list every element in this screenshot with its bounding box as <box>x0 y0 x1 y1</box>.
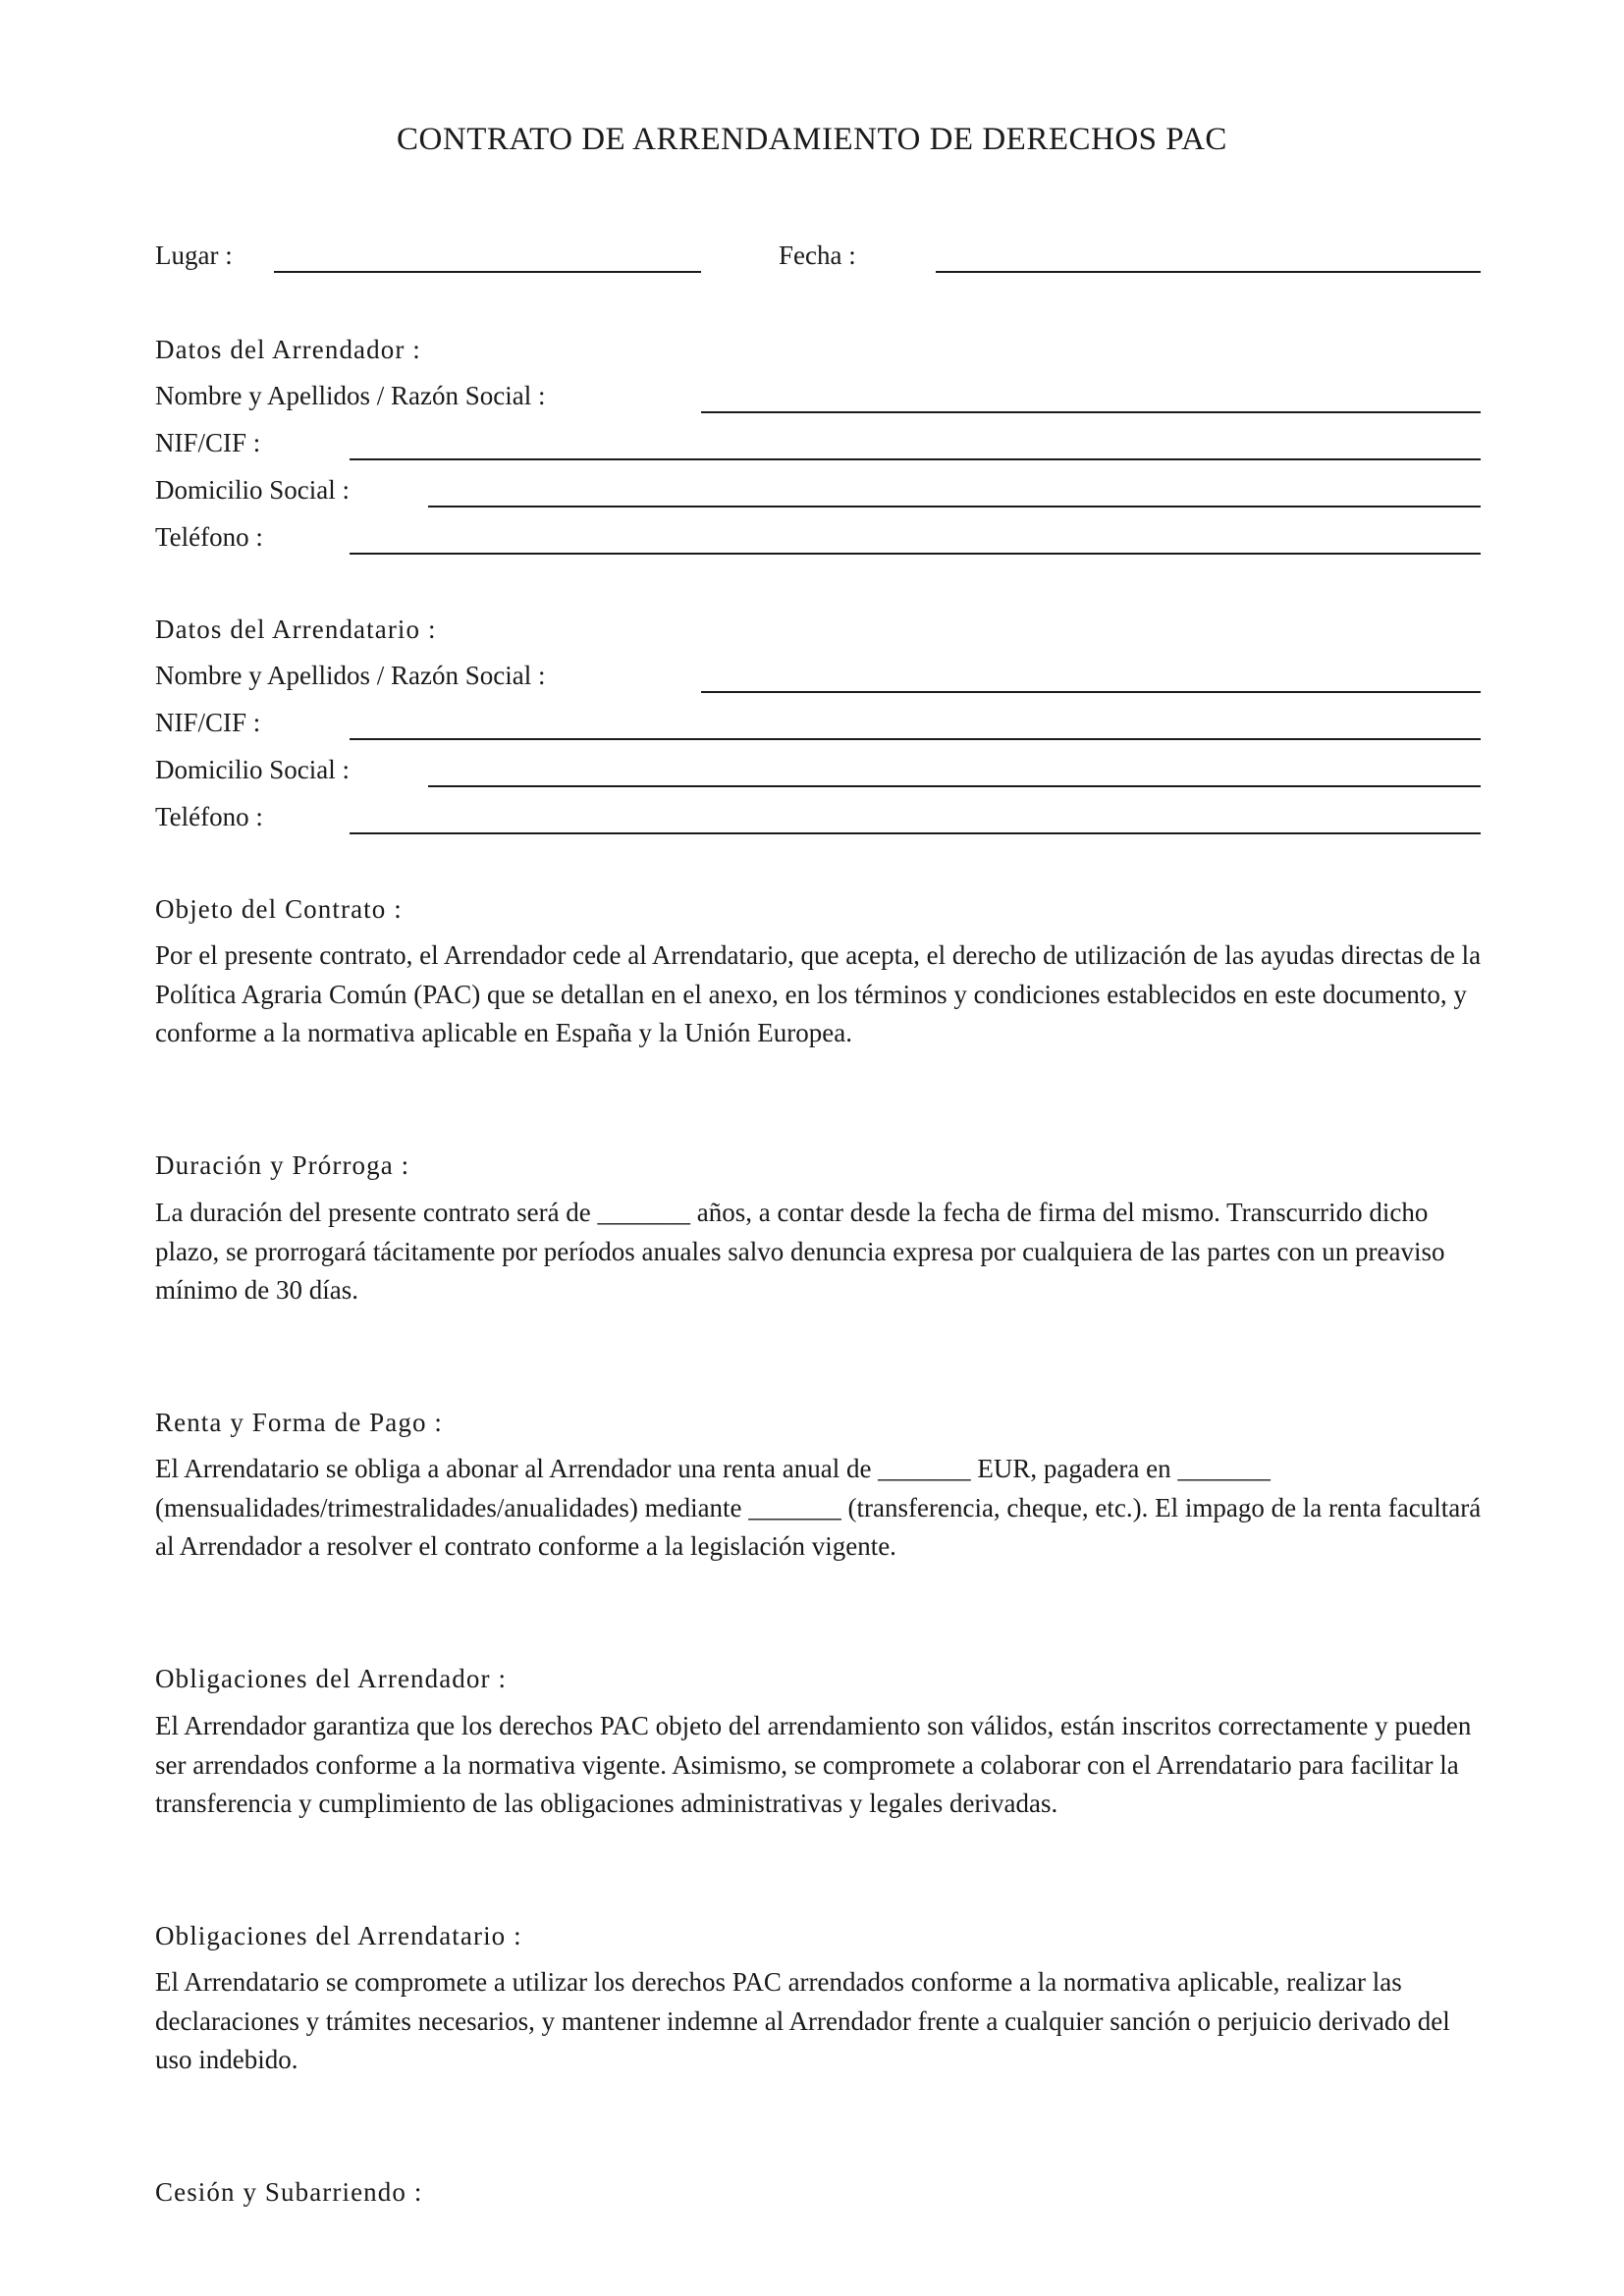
arrendador-telefono-label: Teléfono : <box>155 522 263 552</box>
cesion-heading: Cesión y Subarriendo : <box>155 2177 423 2207</box>
obligaciones-arrendador-heading: Obligaciones del Arrendador : <box>155 1664 508 1693</box>
duracion-text: La duración del presente contrato será de _______ años, a contar desde la fecha de firma del mismo. Transcurrido dicho plazo, se prorrogará tácitamente por períodos anuales salvo denuncia expresa por cualquiera de las partes con un preaviso mínimo de 30 días. <box>155 1198 1445 1305</box>
document-title: CONTRATO DE ARRENDAMIENTO DE DERECHOS PAC <box>397 122 1227 157</box>
arrendatario-heading: Datos del Arrendatario : <box>155 614 437 644</box>
lugar-label: Lugar : <box>155 240 233 270</box>
obligaciones-arrendatario-heading: Obligaciones del Arrendatario : <box>155 1921 522 1950</box>
fecha-field[interactable] <box>936 271 1481 273</box>
obligaciones-arrendador-text: El Arrendador garantiza que los derechos PAC objeto del arrendamiento son válidos, están inscritos correctamente y pueden ser arrendados conforme a la normativa vigente. Asimismo, se compromete a colaborar con el Arrendatario para facilitar la transferencia y cumplimiento de las obligaciones administrativas y legales derivadas. <box>155 1711 1472 1818</box>
arrendador-nombre-label: Nombre y Apellidos / Razón Social : <box>155 381 546 410</box>
arrendador-telefono-field[interactable] <box>350 553 1481 555</box>
arrendador-nif-label: NIF/CIF : <box>155 428 261 457</box>
arrendador-heading: Datos del Arrendador : <box>155 335 421 364</box>
arrendador-domicilio-field[interactable] <box>428 506 1481 507</box>
renta-text: El Arrendatario se obliga a abonar al Arrendador una renta anual de _______ EUR, pagadera en _______ (mensualidades/trimestralidades/anualidades) mediante _______ (transferencia, cheque, etc.). El impago de la renta facultará al Arrendador a resolver el contrato conforme a la legislación vigente. <box>155 1454 1482 1561</box>
objeto-heading: Objeto del Contrato : <box>155 894 403 924</box>
arrendador-nombre-field[interactable] <box>701 411 1481 413</box>
renta-heading: Renta y Forma de Pago : <box>155 1408 444 1437</box>
arrendatario-nif-field[interactable] <box>350 738 1481 740</box>
arrendador-domicilio-label: Domicilio Social : <box>155 475 350 505</box>
arrendatario-telefono-label: Teléfono : <box>155 802 263 831</box>
arrendatario-domicilio-label: Domicilio Social : <box>155 755 350 784</box>
obligaciones-arrendatario-text: El Arrendatario se compromete a utilizar los derechos PAC arrendados conforme a la normativa aplicable, realizar las declaraciones y trámites necesarios, y mantener indemne al Arrendador frente a cualquier sanción o perjuicio derivado del uso indebido. <box>155 1967 1450 2074</box>
arrendatario-nombre-label: Nombre y Apellidos / Razón Social : <box>155 661 546 690</box>
fecha-label: Fecha : <box>779 240 856 270</box>
arrendatario-nif-label: NIF/CIF : <box>155 708 261 737</box>
arrendatario-nombre-field[interactable] <box>701 691 1481 693</box>
arrendatario-telefono-field[interactable] <box>350 832 1481 834</box>
arrendatario-domicilio-field[interactable] <box>428 785 1481 787</box>
lugar-field[interactable] <box>274 271 701 273</box>
duracion-heading: Duración y Prórroga : <box>155 1150 410 1180</box>
arrendador-nif-field[interactable] <box>350 458 1481 460</box>
objeto-text: Por el presente contrato, el Arrendador cede al Arrendatario, que acepta, el derecho de utilización de las ayudas directas de la Política Agraria Común (PAC) que se detallan en el anexo, en los términos y condiciones establecidos en este documento, y conforme a la normativa aplicable en España y la Unión Europea. <box>155 940 1482 1047</box>
